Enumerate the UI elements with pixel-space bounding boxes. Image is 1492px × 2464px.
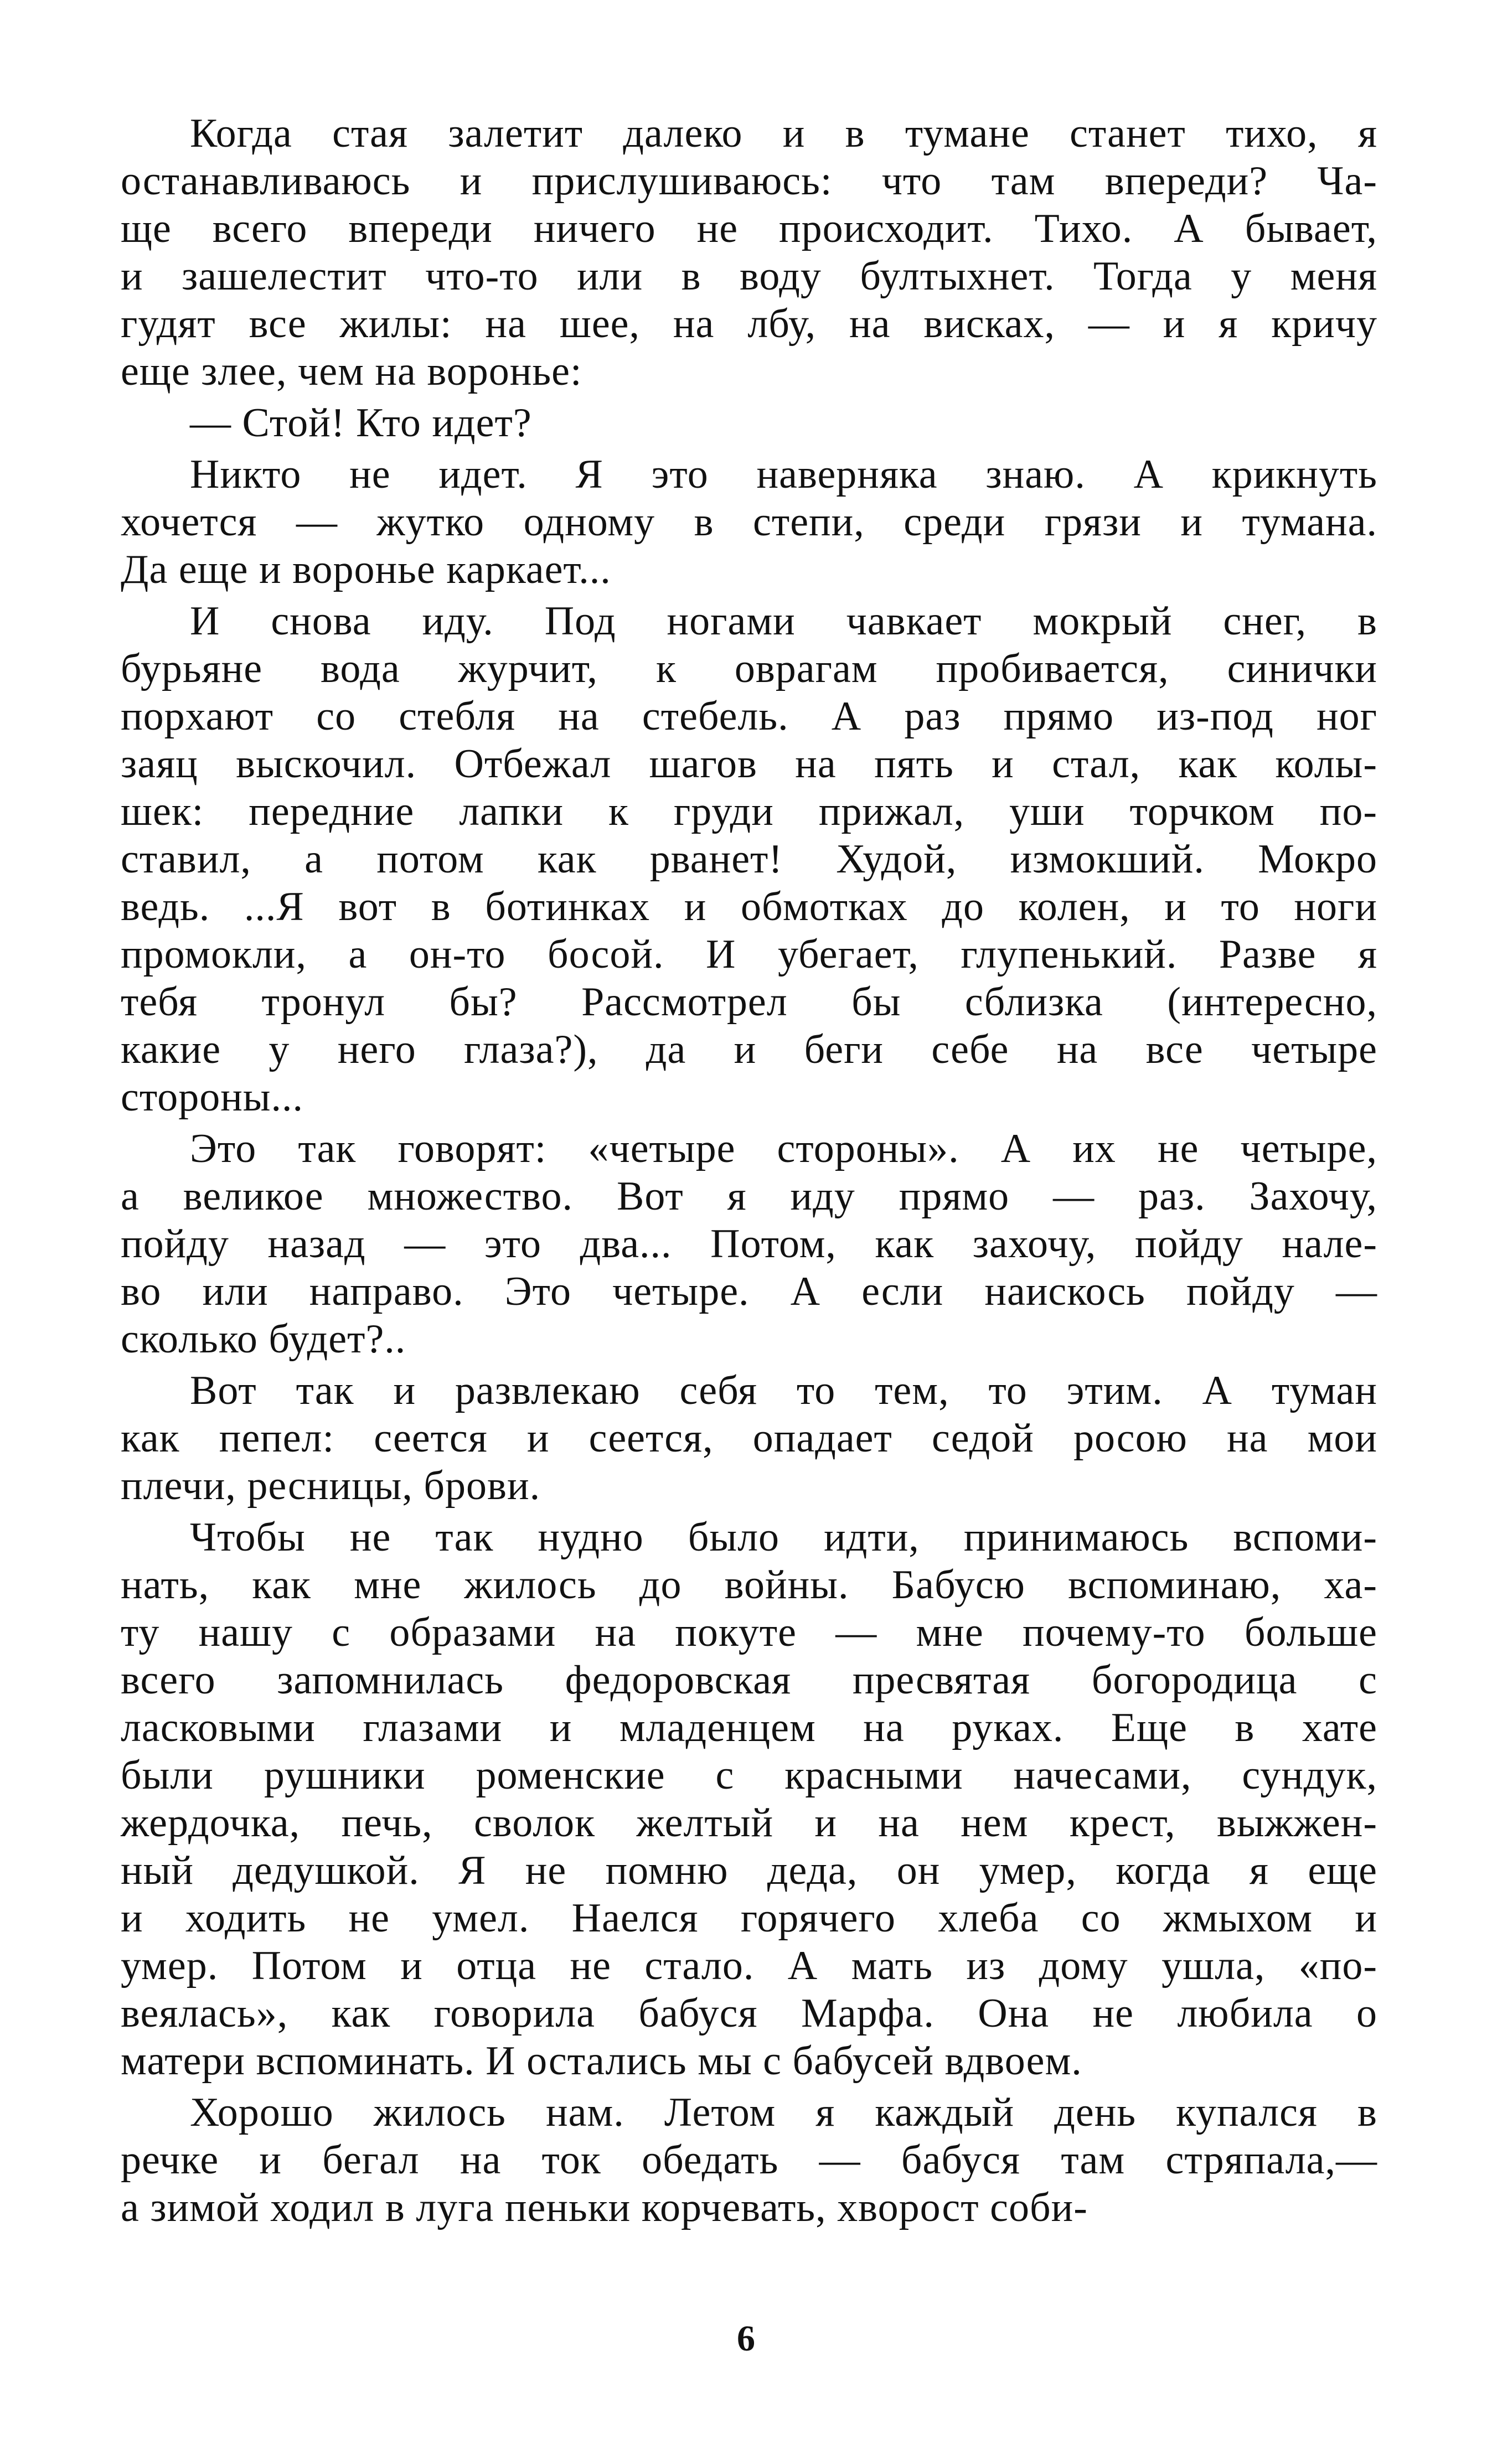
text-line: И снова иду. Под ногами чавкает мокрый снег, в: [190, 598, 1377, 644]
text-line: какие у него глаза?), да и беги себе на все четыре: [121, 1027, 1377, 1072]
text-line: а великое множество. Вот я иду прямо — раз. Захочу,: [121, 1174, 1377, 1219]
text-line: ще всего впереди ничего не происходит. Тихо. А бывает,: [121, 206, 1377, 251]
text-line: бурьяне вода журчит, к оврагам пробивается, синички: [121, 646, 1377, 691]
text-line: ведь. ...Я вот в ботинках и обмотках до колен, и то ноги: [121, 884, 1377, 929]
text-line: и зашелестит что-то или в воду бултыхнет. Тогда у меня: [121, 254, 1377, 299]
paragraph: [121, 1125, 1377, 1363]
text-line: Да еще и воронье каркает...: [121, 547, 611, 592]
text-line: шек: передние лапки к груди прижал, уши торчком по-: [121, 789, 1377, 834]
text-line: Хорошо жилось нам. Летом я каждый день купался в: [190, 2090, 1377, 2135]
text-line: ный дедушкой. Я не помню деда, он умер, когда я еще: [121, 1848, 1377, 1893]
text-line: нать, как мне жилось до войны. Бабусю вспоминаю, ха-: [121, 1562, 1377, 1608]
text-line: Вот так и развлекаю себя то тем, то этим. А туман: [190, 1368, 1377, 1413]
text-line: плечи, ресницы, брови.: [121, 1463, 541, 1509]
text-line: умер. Потом и отца не стало. А мать из дому ушла, «по-: [121, 1943, 1377, 1988]
text-line: — Стой! Кто идет?: [190, 400, 532, 446]
text-line: гудят все жилы: на шее, на лбу, на висках, — и я кричу: [121, 301, 1377, 347]
text-line: речке и бегал на ток обедать — бабуся там стряпала,—: [121, 2137, 1377, 2183]
paragraph: [121, 1513, 1377, 2085]
text-line: и ходить не умел. Наелся горячего хлеба со жмыхом и: [121, 1895, 1377, 1941]
text-line: матери вспоминать. И остались мы с бабусей вдвоем.: [121, 2038, 1082, 2084]
text-line: всего запомнилась федоровская пресвятая богородица с: [121, 1657, 1377, 1703]
text-line: Никто не идет. Я это наверняка знаю. А крикнуть: [190, 452, 1377, 497]
text-line: пойду назад — это два... Потом, как захочу, пойду нале-: [121, 1221, 1377, 1267]
text-line: заяц выскочил. Отбежал шагов на пять и стал, как колы-: [121, 741, 1377, 787]
text-line: ту нашу с образами на покуте — мне почему-то больше: [121, 1610, 1377, 1655]
text-line: были рушники роменские с красными начесами, сундук,: [121, 1753, 1377, 1798]
paragraph: [121, 2089, 1377, 2231]
text-line: жердочка, печь, сволок желтый и на нем крест, выжжен-: [121, 1800, 1377, 1846]
text-line: ставил, а потом как рванет! Худой, измокший. Мокро: [121, 836, 1377, 882]
text-line: ласковыми глазами и младенцем на руках. Еще в хате: [121, 1705, 1377, 1750]
text-line: еще злее, чем на воронье:: [121, 349, 582, 394]
body-text: [121, 110, 1377, 2235]
text-line: Когда стая залетит далеко и в тумане станет тихо, я: [190, 111, 1377, 156]
text-line: останавливаюсь и прислушиваюсь: что там впереди? Ча-: [121, 158, 1377, 204]
text-line: а зимой ходил в луга пеньки корчевать, хворост соби-: [121, 2185, 1088, 2230]
text-line: Это так говорят: «четыре стороны». А их не четыре,: [190, 1126, 1377, 1171]
text-line: веялась», как говорила бабуся Марфа. Она не любила о: [121, 1991, 1377, 2036]
text-line: тебя тронул бы? Рассмотрел бы сблизка (интересно,: [121, 979, 1377, 1025]
text-line: стороны...: [121, 1075, 304, 1120]
paragraph: [121, 399, 1377, 447]
paragraph: [121, 451, 1377, 593]
text-line: хочется — жутко одному в степи, среди грязи и тумана.: [121, 499, 1377, 545]
page-number: 6: [737, 2318, 755, 2359]
text-line: Чтобы не так нудно было идти, принимаюсь вспоми-: [190, 1515, 1377, 1560]
paragraph: [121, 1367, 1377, 1510]
text-line: порхают со стебля на стебель. А раз прямо из-под ног: [121, 694, 1377, 739]
paragraph: [121, 597, 1377, 1121]
text-line: промокли, а он-то босой. И убегает, глупенький. Разве я: [121, 932, 1377, 977]
text-line: сколько будет?..: [121, 1316, 406, 1362]
text-line: во или направо. Это четыре. А если наискось пойду —: [121, 1269, 1377, 1314]
text-line: как пепел: сеется и сеется, опадает седой росою на мои: [121, 1416, 1377, 1461]
paragraph: [121, 110, 1377, 395]
